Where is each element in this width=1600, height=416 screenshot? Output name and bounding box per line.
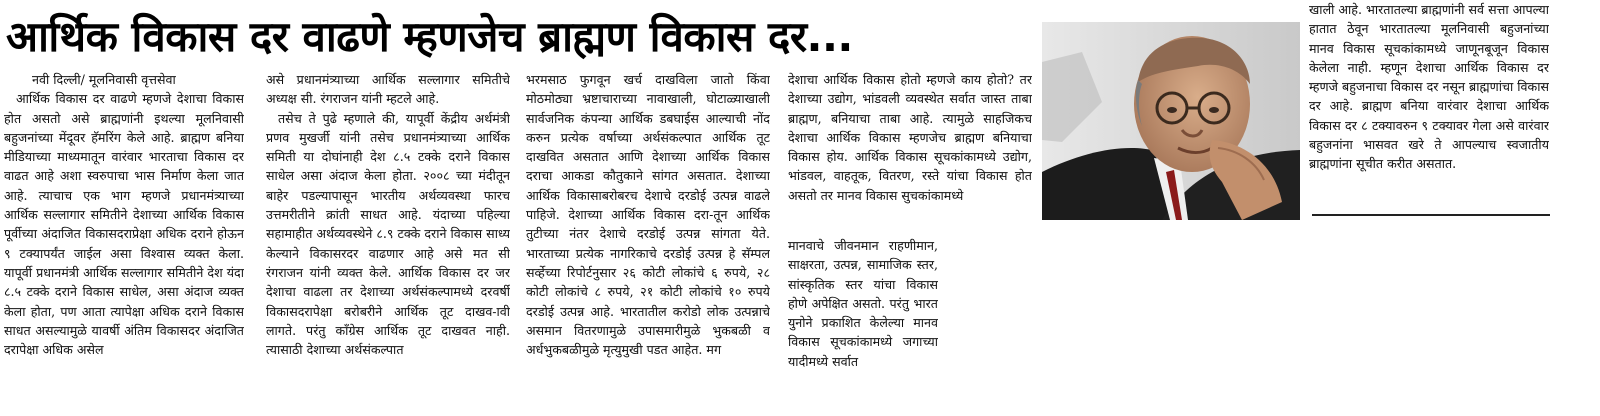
article-column-5 bbox=[1309, 0, 1549, 210]
column-4-text: देशाचा आर्थिक विकास होतो म्हणजे काय होतो? तर देशाच्या उद्योग, भांडवली व्यवस्थेत सर्वात जास्त ताबा ब्राह्मण, बनियाचा ताबा आहे. त्यामुळे साहजिकच देशाचा आर्थिक विकास म्हणजेच ब्राह्मण बनियाचा विकास होय. आर्थिक विकास सूचकांकामध्ये उद्योग, भांडवल, वाहतूक, वितरण, रस्ते यांचा विकास होत असतो तर मानव विकास सुचकांकामध्ये bbox=[788, 72, 1032, 203]
portrait-image bbox=[1042, 22, 1300, 220]
article-column-3 bbox=[526, 70, 770, 416]
column-2-text: असे प्रधानमंत्र्याच्या आर्थिक सल्लागार समितीचे अध्यक्ष सी. रंगराजन यांनी म्हटले आहे. bbox=[266, 72, 510, 107]
column-3-text: भरमसाठ फुगवून खर्च दाखविला जातो किंवा मोठमोठ्या भ्रष्टाचाराच्या नावाखाली, घोटाळ्याखाली सार्वजनिक कंपन्या आर्थिक डबघाईस आल्याची नोंद करुन प्रत्येक वर्षाच्या अर्थसंकल्पात आर्थिक तूट दाखवित असतात आणि देशाच्या आर्थिक विकास दराचा आकडा कौतुकाने सांगत असतात. देशाच्या आर्थिक विकासाबरोबरच देशाचे दरडोई उत्पन्न वाढले पाहिजे. देशाच्या आर्थिक विकास दरा-तून आर्थिक तुटीच्या नंतर देशाचे दरडोई उत्पन्न सांगता येते. भारताच्या प्रत्येक नागरिकाचे दरडोई उत्पन्न हे सॅम्पल सर्व्हेच्या रिपोर्टनुसार २६ कोटी लोकांचे ६ रुपये, २८ कोटी लोकांचे ८ रुपये, २१ कोटी लोकांचे १० रुपये दरडोई उत्पन्न आहे. भारतातील करोडो लोक उत्पन्नाचे असमान वितरणामुळे उपासमारीमुळे भुकबळी व अर्धभुकबळीमुळे मृत्युमुखी पडत आहेत. मग bbox=[526, 72, 770, 358]
column-divider-rule bbox=[1312, 214, 1550, 216]
article-column-1 bbox=[4, 70, 244, 416]
column-1-text: आर्थिक विकास दर वाढणे म्हणजे देशाचा विकास होत असतो असे ब्राह्मणांनी इथल्या मूलनिवासी बहुजनांच्या मेंदूवर हॅमरिंग केले आहे. ब्राह्मण बनिया मीडियाच्या माध्यमातून वारंवार भारताचा विकास दर वाढत आहे अशा स्वरुपाचा भास निर्माण केला जात आहे. त्याचाच एक भाग म्हणजे प्रधानमंत्र्याच्या आर्थिक सल्लागार समितीने देशाच्या आर्थिक विकास पूर्वीच्या अंदाजित विकासदराप्रेक्षा अधिक दराने होऊन ९ टक्यापर्यंत जाईल असा विश्‍वास व्यक्त केला. यापूर्वी प्रधानमंत्री आर्थिक सल्लागार समितीने देश यंदा ८.५ टक्के दराने विकास साधेल, असा अंदाज व्यक्त केला होता, पण आता त्यापेक्षा अधिक दराने विकास साधत असल्यामुळे यावर्षी अंतिम विकासदर अंदाजित दरापेक्षा अधिक असेल bbox=[4, 91, 244, 358]
dateline: नवी दिल्ली/ मूलनिवासी वृत्तसेवा bbox=[32, 72, 176, 87]
article-headline: आर्थिक विकास दर वाढणे म्हणजेच ब्राह्मण विकास दर... bbox=[6, 12, 853, 61]
article-column-4-top bbox=[788, 70, 1032, 236]
article-column-4-bottom bbox=[788, 236, 938, 416]
article-photo bbox=[1042, 22, 1300, 220]
column-4-continued-text: मानवाचे जीवनमान राहणीमान, साक्षरता, उत्पन्न, सामाजिक स्तर, सांस्कृतिक स्तर यांचा विकास होणे अपेक्षित असतो. परंतु भारत युनोने प्रकाशित केलेल्या मानव विकास सूचकांकामध्ये जगाच्या यादीमध्ये सर्वात bbox=[788, 238, 938, 369]
article-column-2 bbox=[266, 70, 510, 416]
column-2-paragraph-2: तसेच ते पुढे म्हणाले की, यापूर्वी केंद्रीय अर्थमंत्री प्रणव मुखर्जी यांनी तसेच प्रधानमंत्र्याच्या आर्थिक समिती या दोघांनाही देश ८.५ टक्के दराने विकास साधेल असा अंदाज केला होता. २००८ च्या मंदीतून बाहेर पडल्यापासून भारतीय अर्थव्यवस्था फारच उत्तमरीतीने क्रांती साधत आहे. यंदाच्या पहिल्या सहामाहीत अर्थव्यवस्थेने ८.९ टक्के दराने विकास साध्य केल्याने विकासरदर वाढणार आहे असे मत सी रंगराजन यांनी व्यक्त केले. आर्थिक विकास दर जर देशाचा वाढला तर देशाच्या अर्थसंकल्पामध्ये दरवर्षी विकासदरापेक्षा बरोबरीने आर्थिक तूट दाखव-ावी लागते. परंतु कॉंग्रेस आर्थिक तूट दाखवत नाही. त्यासाठी देशाच्या अर्थसंकल्पात bbox=[266, 110, 510, 358]
column-5-text: खाली आहे. भारतातल्या ब्राह्मणांनी सर्व सत्ता आपल्या हातात ठेवून भारतातल्या मूलनिवासी बहुजनांच्या मानव विकास सूचकांकामध्ये जाणूनबूजून विकास केलेला नाही. म्हणून देशाचा आर्थिक विकास दर म्हणजे बहुजनाचा विकास दर नसून ब्राह्मणांचा विकास दर आहे. ब्राह्मण बनिया वारंवार देशाचा आर्थिक विकास दर ८ टक्यावरुन ९ टक्यावर गेला असे वारंवार बहुजनांना भासवत खरे ते आपल्याच स्वजातीय ब्राह्मणांना सूचीत करीत असतात. bbox=[1309, 2, 1549, 172]
